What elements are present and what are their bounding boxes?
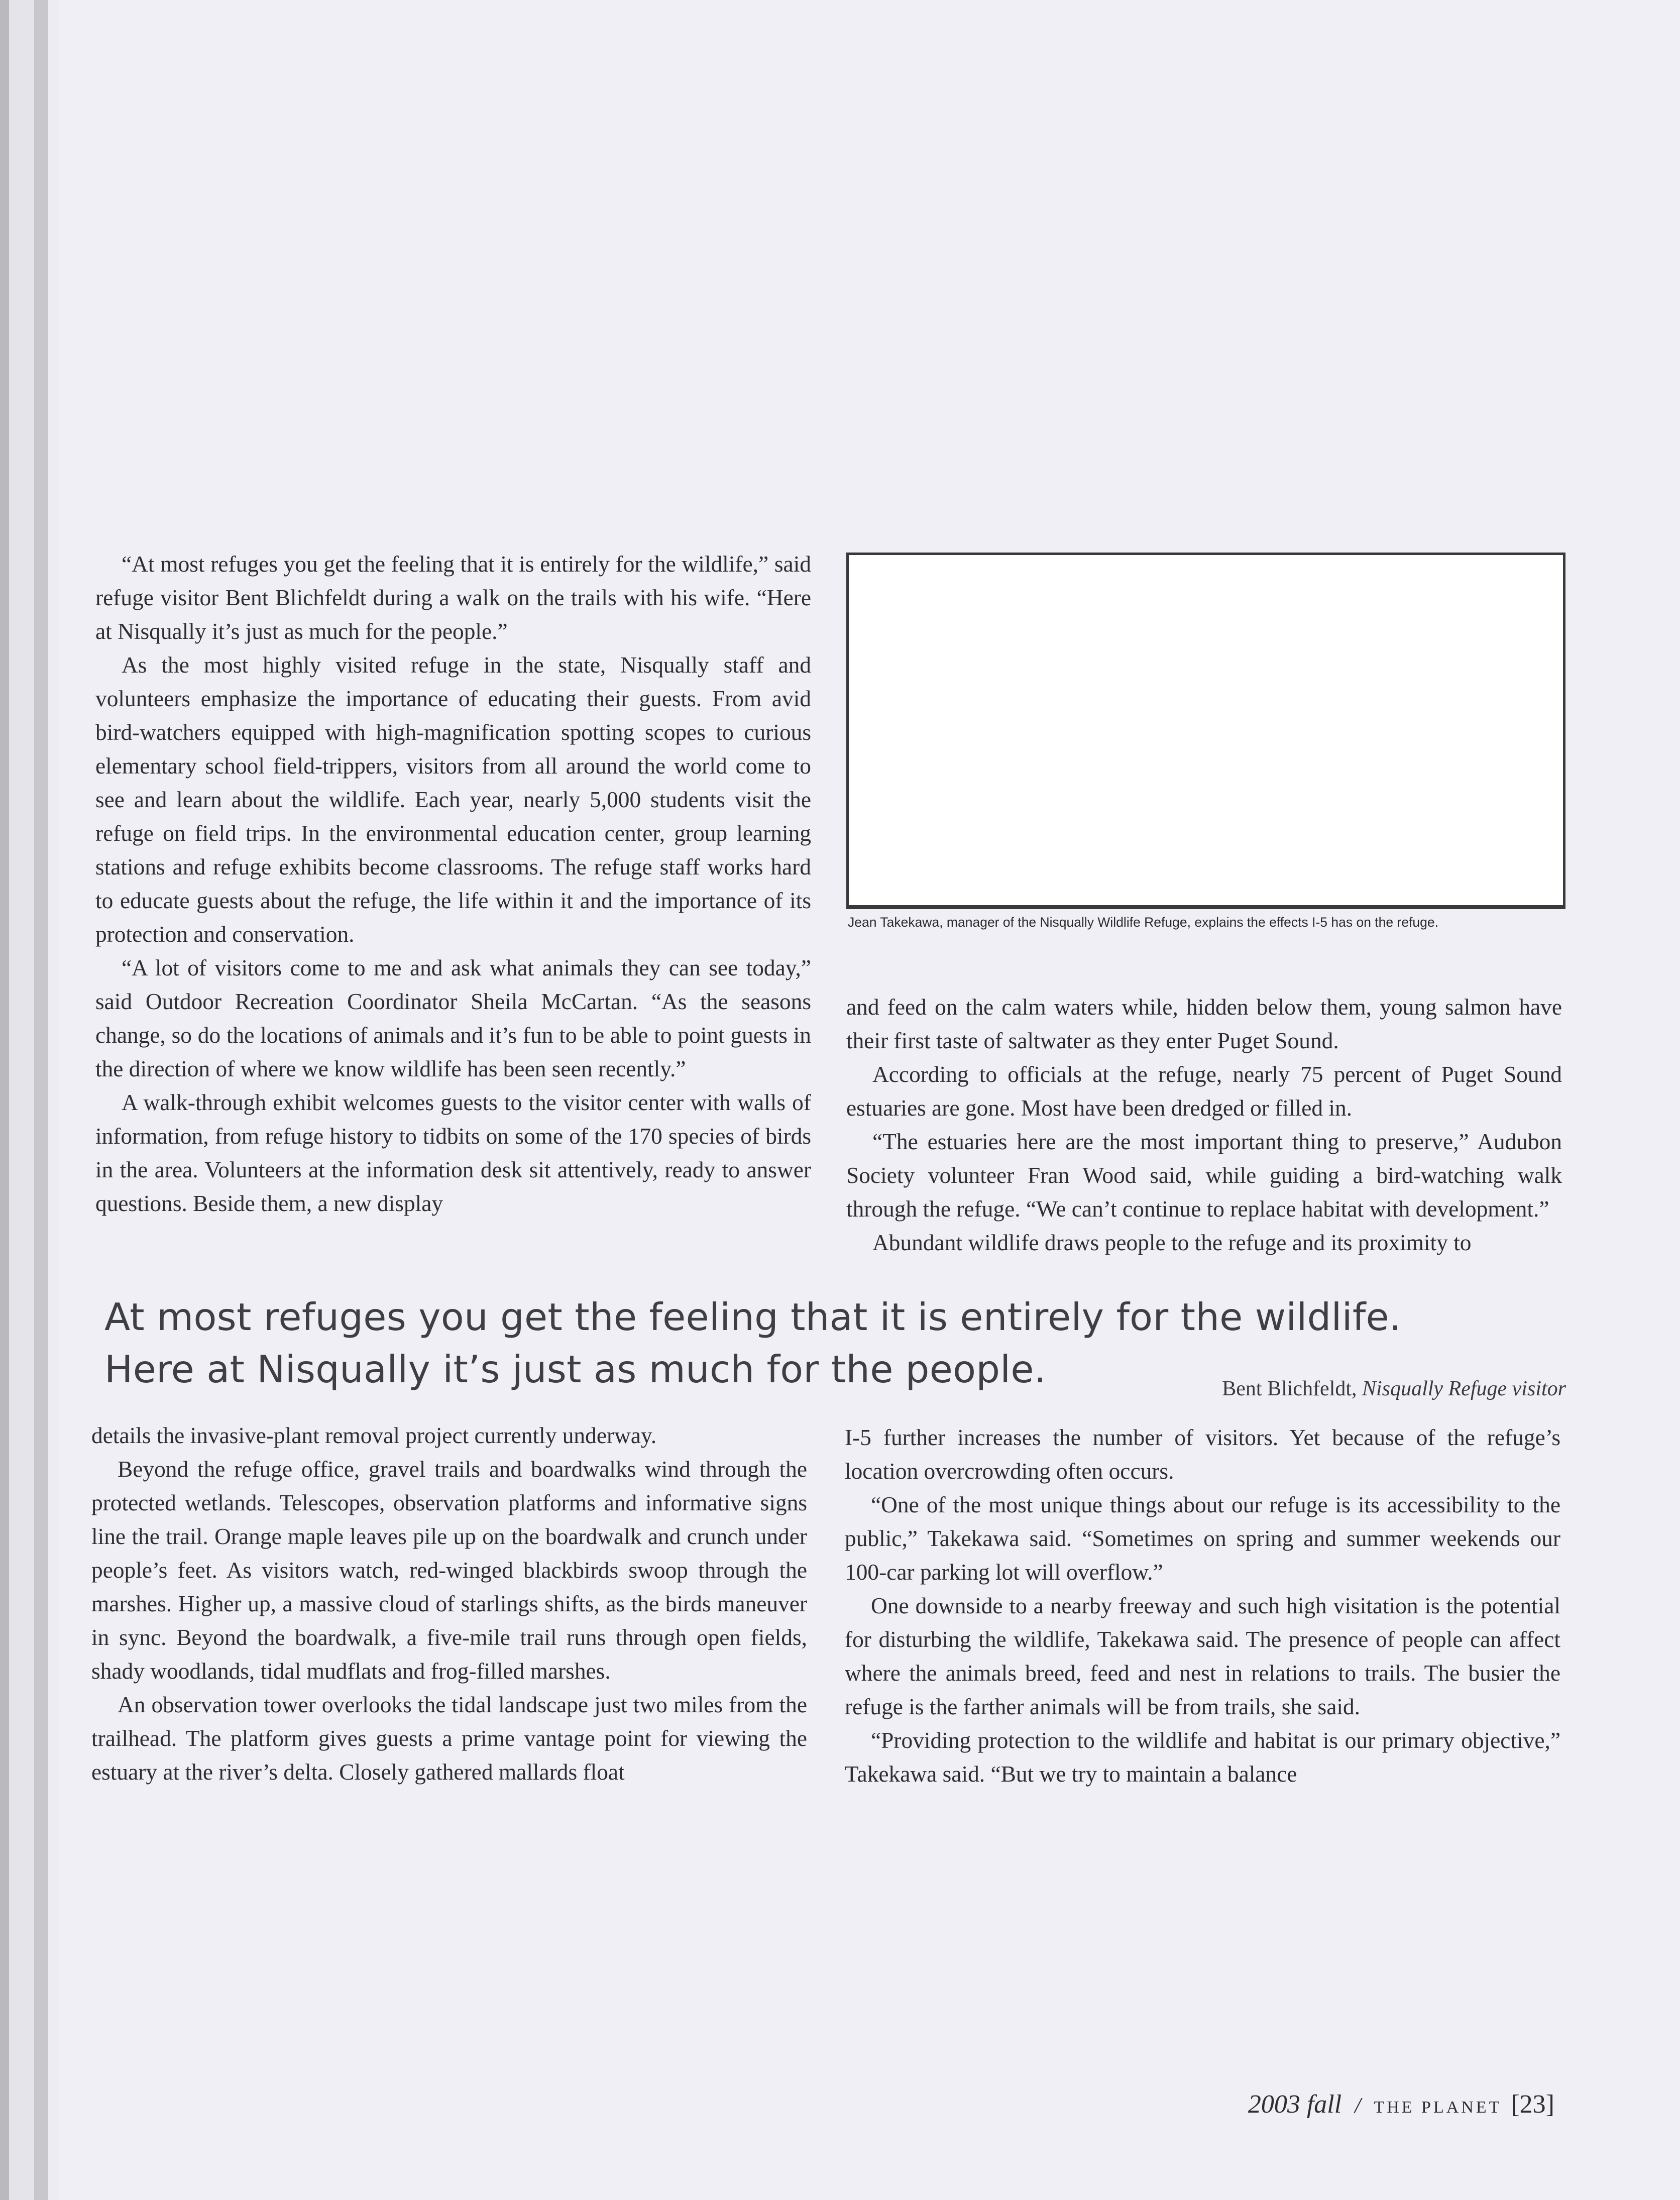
article-paragraph: Abundant wildlife draws people to the refuge and its proximity to (872, 1230, 1472, 1255)
article-paragraph: I-5 further increases the number of visitors. Yet because of the refuge’s location overcrowding often occurs. (845, 1425, 1560, 1484)
article-column-upper-right (846, 991, 1562, 1260)
pull-quote-line: Here at Nisqually it’s just as much for the people. (104, 1347, 1046, 1391)
article-paragraph: One downside to a nearby freeway and such high visitation is the potential for disturbing the wildlife, Takekawa said. The presence of people can affect where the animals breed, feed and nest in relations to trails. The busier the refuge is the farther animals will be from trails, she said. (845, 1593, 1560, 1719)
article-paragraph: “The estuaries here are the most important thing to preserve,” Audubon Society volunteer Fran Wood said, while guiding a bird-watching walk through the refuge. “We can’t continue to replace habitat with development.” (846, 1129, 1562, 1222)
article-column-lower-left (91, 1419, 807, 1789)
photo-caption: Jean Takekawa, manager of the Nisqually Wildlife Refuge, explains the effects I-5 has on the refuge. (848, 915, 1439, 930)
page-edge-band (9, 0, 34, 2200)
photo-placeholder (846, 553, 1565, 909)
article-paragraph: and feed on the calm waters while, hidden below them, young salmon have their first taste of saltwater as they enter Puget Sound. (846, 995, 1562, 1053)
folio-issue: 2003 fall (1248, 2090, 1342, 2119)
article-paragraph: An observation tower overlooks the tidal landscape just two miles from the trailhead. The platform gives guests a prime vantage point for viewing the estuary at the river’s delta. Closely gathered mallards float (91, 1692, 807, 1785)
folio-magazine-name: THE PLANET (1374, 2098, 1502, 2117)
article-column-upper-left (95, 547, 811, 1221)
article-paragraph: According to officials at the refuge, nearly 75 percent of Puget Sound estuaries are gone. Most have been dredged or filled in. (846, 1062, 1562, 1121)
article-paragraph: details the invasive-plant removal project currently underway. (91, 1423, 657, 1448)
article-paragraph: As the most highly visited refuge in the state, Nisqually staff and volunteers emphasize the importance of educating their guests. From avid bird-watchers equipped with high-magnification spotting scopes to curious elementary school field-trippers, visitors from all around the world come to see and learn about the wildlife. Each year, nearly 5,000 students visit the refuge on field trips. In the environmental education center, group learning stations and refuge exhibits become classrooms. The refuge staff works hard to educate guests about the refuge, the life within it and the importance of its protection and conservation. (95, 652, 811, 947)
page-edge-shadow-inner (34, 0, 48, 2200)
article-paragraph: Beyond the refuge office, gravel trails and boardwalks wind through the protected wetlands. Telescopes, observation platforms and informative signs line the trail. Orange maple leaves pile up on the boardwalk and crunch under people’s feet. As visitors watch, red-winged blackbirds swoop through the marshes. Higher up, a massive cloud of starlings shifts, as the birds maneuver in sync. Beyond the boardwalk, a five-mile trail runs through open fields, shady woodlands, tidal mudflats and frog-filled marshes. (91, 1457, 807, 1684)
attribution-name: Bent Blichfeldt, (1222, 1377, 1363, 1400)
page-folio (1180, 2089, 1554, 2119)
pull-quote-line: At most refuges you get the feeling that it is entirely for the wildlife. (104, 1295, 1402, 1339)
pull-quote-attribution (1184, 1376, 1566, 1401)
article-paragraph: “One of the most unique things about our refuge is its accessibility to the public,” Takekawa said. “Sometimes on spring and summer weekends our 100-car parking lot will overflow.” (845, 1492, 1560, 1585)
page-edge-shadow (0, 0, 9, 2200)
article-column-lower-right (845, 1421, 1560, 1791)
folio-separator: / (1355, 2093, 1361, 2118)
article-paragraph: “At most refuges you get the feeling that it is entirely for the wildlife,” said refuge visitor Bent Blichfeldt during a walk on the trails with his wife. “Here at Nisqually it’s just as much for the people.” (95, 552, 811, 644)
folio-page-number: [23] (1511, 2090, 1554, 2119)
article-paragraph: A walk-through exhibit welcomes guests to the visitor center with walls of information, from refuge history to tidbits on some of the 170 species of birds in the area. Volunteers at the information desk sit attentively, ready to answer questions. Beside them, a new display (95, 1090, 811, 1216)
article-paragraph: “A lot of visitors come to me and ask what animals they can see today,” said Outdoor Recreation Coordinator Sheila McCartan. “As the seasons change, so do the locations of animals and it’s fun to be able to point guests in the direction of where we know wildlife has been seen recently.” (95, 955, 811, 1081)
page-edge-band-inner (48, 0, 59, 2200)
attribution-affiliation: Nisqually Refuge visitor (1362, 1377, 1566, 1400)
article-paragraph: “Providing protection to the wildlife and habitat is our primary objective,” Takekawa said. “But we try to maintain a balance (845, 1728, 1560, 1787)
